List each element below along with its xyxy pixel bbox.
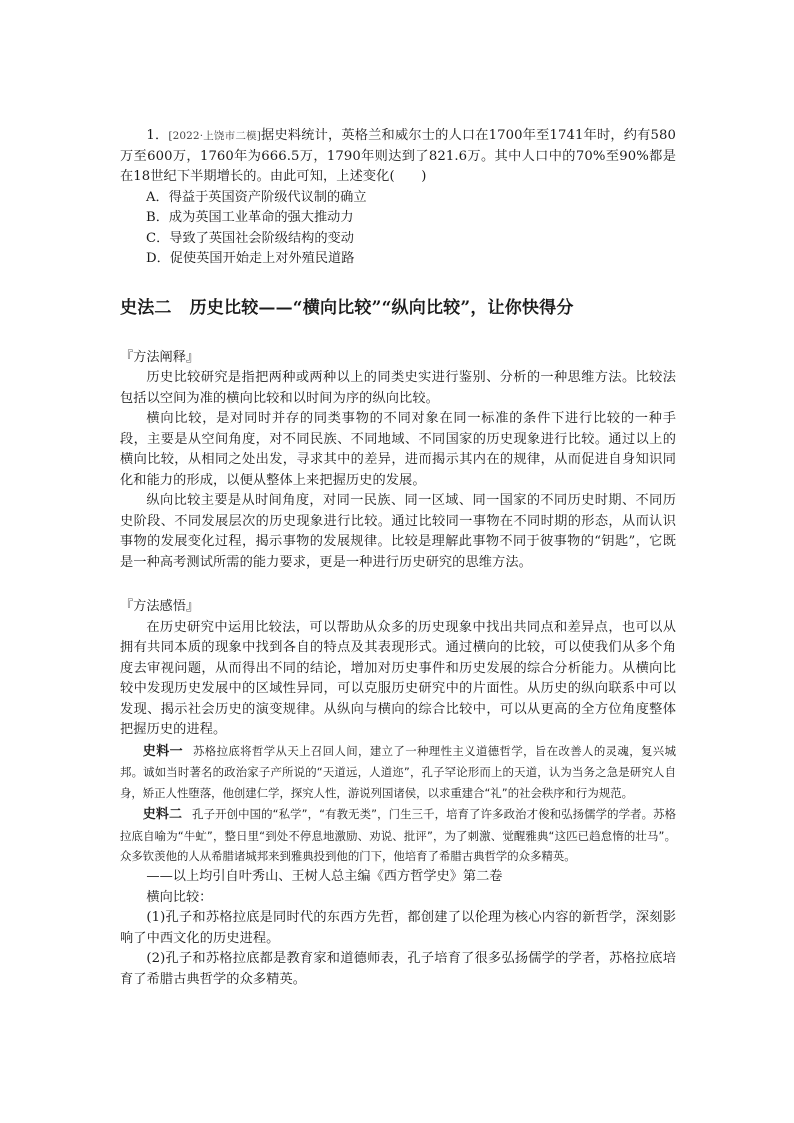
material-2-text: 孔子开创中国的“私学”，“有教无类”，门生三千，培育了许多政治才俊和弘扬儒学的学者。苏格拉底自喻为“牛虻”，整日里“到处不停息地激励、劝说、批评”，为了刺激、觉醒雅典“这匹已趋怠惰的壮马”。众多钦羡他的人从希腊诸城邦来到雅典投到他的门下，他培育了希腊古典哲学的众多精英。 — [120, 806, 676, 864]
option-d: D．促使英国开始走上对外殖民道路 — [146, 251, 355, 266]
question-1 — [120, 126, 676, 188]
method-explanation-label: 『方法阐释』 — [120, 349, 200, 365]
question-options — [120, 188, 676, 270]
question-number: 1． — [146, 128, 169, 143]
citation: ——以上均引自叶秀山、王树人总主编《西方哲学史》第二卷 — [146, 869, 503, 885]
section-heading — [120, 296, 676, 320]
explanation-paragraph-3: 纵向比较主要是从时间角度，对同一民族、同一区域、同一国家的不同历史时期、不同历史阶段、不同发展层次的历史现象进行比较。通过比较同一事物在不同时期的形态，从而认识事物的发展变化过程，揭示事物的发展规律。比较是理解此事物不同于彼事物的“钥匙”，它既是一种高考测试所需的能力要求，更是一种进行历史研究的思维方法。 — [120, 493, 676, 570]
option-a: A．得益于英国资产阶级代议制的确立 — [146, 189, 367, 205]
question-source: [2022·上饶市二模] — [168, 130, 261, 142]
material-2-label: 史料二 — [142, 806, 183, 822]
material-1-label: 史料一 — [142, 743, 183, 759]
insight-paragraph: 在历史研究中运用比较法，可以帮助从众多的历史现象中找出共同点和差异点，也可以从拥有共同本质的现象中找到各自的特点及其表现形式。通过横向的比较，可以使我们从多个角度去审视问题，从而得出不同的结论，增加对历史事件和历史发展的综合分析能力。从横向比较中发现历史发展中的区域性异同，可以克服历史研究中的片面性。从历史的纵向联系中可以发现、揭示社会历史的演变规律。从纵向与横向的综合比较中，可以从更高的全方位角度整体把握历史的进程。 — [120, 619, 676, 737]
horizontal-comparison-label: 横向比较： — [146, 889, 213, 905]
comparison-point-2: (2)孔子和苏格拉底都是教育家和道德师表，孔子培育了很多弘扬儒学的学者，苏格拉底培育了希腊古典哲学的众多精英。 — [120, 951, 676, 987]
explanation-paragraph-2: 横向比较，是对同时并存的同类事物的不同对象在同一标准的条件下进行比较的一种手段，主要是从空间角度，对不同民族、不同地域、不同国家的历史现象进行比较。通过以上的横向比较，从相同之处出发，寻求其中的差异，进而揭示其内在的规律，从而促进自身知识同化和能力的形成，以便从整体上来把握历史的发展。 — [120, 411, 676, 488]
method-insight-label: 『方法感悟』 — [120, 599, 200, 614]
material-2 — [120, 804, 676, 867]
material-1 — [120, 741, 676, 804]
comparison-point-1: (1)孔子和苏格拉底是同时代的东西方先哲，都创建了以伦理为核心内容的新哲学，深刻影响了中西文化的历史进程。 — [120, 910, 676, 946]
question-stem: 据史料统计，英格兰和威尔士的人口在1700年至1741年时，约有580万至600万，1760年为666.5万，1790年则达到了821.6万。其中人口中的70%至90%都是在18世纪下半期增长的。由此可知，上述变化( ) — [120, 128, 677, 184]
explanation-paragraph-1: 历史比较研究是指把两种或两种以上的同类史实进行鉴别、分析的一种思维方法。比较法包括以空间为准的横向比较和以时间为序的纵向比较。 — [120, 370, 676, 406]
page-content — [120, 100, 676, 990]
material-1-text: 苏格拉底将哲学从天上召回人间，建立了一种理性主义道德哲学，旨在改善人的灵魂，复兴城邦。诚如当时著名的政治家子产所说的“天道远，人道迩”，孔子罕论形而上的天道，认为当务之急是研究人自身，矫正人性堕落，他创建仁学，探究人性，游说列国诸侯，以求重建合“礼”的社会秩序和行为规范。 — [120, 743, 676, 801]
option-c: C．导致了英国社会阶级结构的变动 — [146, 230, 354, 246]
section-tag: 史法二 — [120, 297, 172, 318]
section-title: 历史比较——“横向比较”“纵向比较”，让你快得分 — [189, 297, 574, 318]
option-b: B．成为英国工业革命的强大推动力 — [146, 210, 354, 225]
